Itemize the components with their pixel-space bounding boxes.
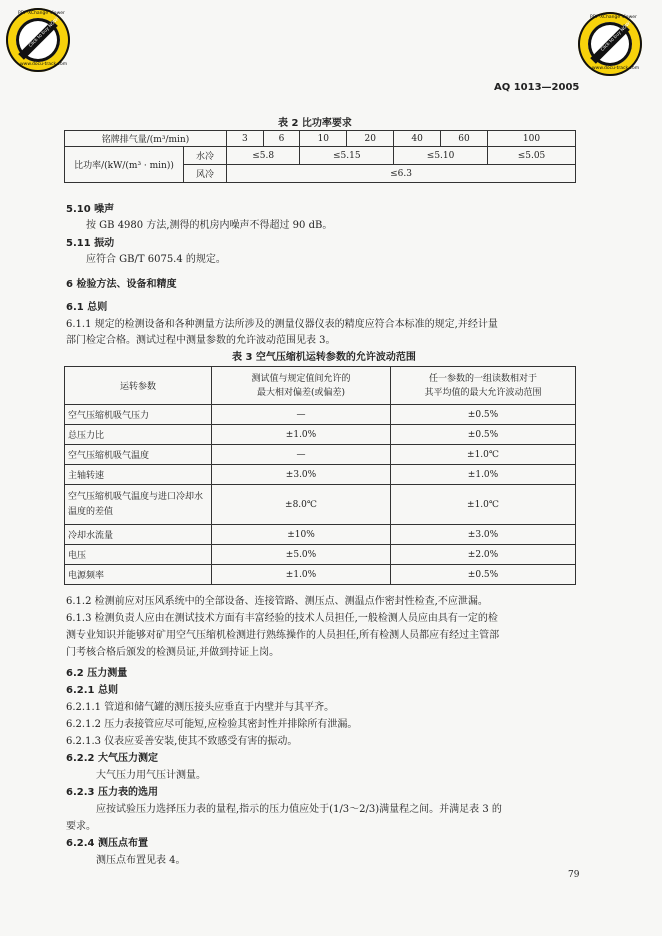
fluct: ±0.5%	[391, 425, 576, 445]
s62-heading	[66, 664, 127, 679]
fluct: ±2.0%	[391, 545, 576, 565]
table-row	[65, 425, 576, 445]
s62-num: 6.2	[66, 668, 84, 679]
s612-num: 6.1.2	[66, 596, 92, 607]
param-line2: 温度的差值	[68, 506, 114, 517]
s624-heading	[66, 834, 148, 849]
s624-text: 测压点布置见表 4。	[96, 855, 186, 866]
dev: ±1.0%	[212, 425, 391, 445]
badge-bottom-text: www.docu-track.com	[20, 62, 68, 67]
s624-num: 6.2.4	[66, 838, 95, 849]
s623-title: 压力表的选用	[97, 787, 158, 798]
s624-title: 测压点布置	[97, 838, 148, 849]
param: 空气压缩机吸气温度	[65, 445, 212, 465]
s6-num: 6	[66, 279, 73, 290]
s511-heading	[66, 234, 114, 249]
s612-text: 检测前应对压风系统中的全部设备、连接管路、测压点、测温点作密封性检查,不应泄漏。	[94, 596, 488, 607]
water-cooled-label: 水冷	[184, 147, 227, 165]
s612	[66, 592, 488, 607]
s621-title: 总则	[97, 685, 118, 696]
s613-text1: 检测负责人应由在测试技术方面有丰富经验的技术人员担任,一般检测人员应由具有一定的检	[94, 613, 498, 624]
s510-title: 噪声	[94, 204, 115, 215]
s622-text: 大气压力用气压计测量。	[96, 770, 206, 781]
s6213	[66, 732, 297, 747]
fluct: ±0.5%	[391, 565, 576, 585]
badge-side-text: Click to buy NOW!	[28, 16, 61, 49]
dev: ±5.0%	[212, 545, 391, 565]
dev: ±10%	[212, 525, 391, 545]
table2-power-label: 比功率/(kW/(m³ · min))	[65, 147, 184, 183]
table2-cap-label: 铭牌排气量/(m³/min)	[65, 131, 227, 147]
size-60: 60	[441, 131, 488, 147]
air-cooled-label: 风冷	[184, 165, 227, 183]
s510-heading	[66, 200, 114, 215]
table2	[64, 130, 576, 183]
dev: —	[212, 445, 391, 465]
table3-h1: 运转参数	[65, 367, 212, 405]
s611-text1: 规定的检测设备和各种测量方法所涉及的测量仪器仪表的精度应符合本标准的规定,并经计量	[94, 319, 498, 330]
table-row	[65, 525, 576, 545]
size-6: 6	[263, 131, 300, 147]
s6211-text: 管道和储气罐的测压接头应垂直于内壁并与其平齐。	[104, 702, 335, 713]
s61-heading	[66, 298, 107, 313]
dev: —	[212, 405, 391, 425]
table-row	[65, 405, 576, 425]
table-row	[65, 545, 576, 565]
s621-num: 6.2.1	[66, 685, 95, 696]
pdf-xchange-badge-right[interactable]	[578, 12, 642, 76]
table-row	[65, 445, 576, 465]
table3-h2	[212, 367, 391, 405]
s621-heading	[66, 681, 118, 696]
dev: ±1.0%	[212, 565, 391, 585]
fluct: ±1.0%	[391, 465, 576, 485]
water-val-4: ≤5.05	[487, 147, 575, 165]
s613-line2: 测专业知识并能够对矿用空气压缩机检测进行熟练操作的人员担任,所有检测人员都应有经过主管部	[66, 630, 500, 641]
s623-heading	[66, 783, 158, 798]
badge-top-text: PDF-XChange Viewer	[18, 11, 65, 16]
fluct: ±1.0℃	[391, 445, 576, 465]
table3-h3b: 其平均值的最大允许波动范围	[424, 387, 542, 398]
s622-title: 大气压力测定	[97, 753, 158, 764]
s613-line1	[66, 609, 498, 624]
s6-title: 检验方法、设备和精度	[76, 279, 177, 290]
table3-h3	[391, 367, 576, 405]
s611-line1	[66, 315, 498, 330]
page-number: 79	[568, 870, 580, 880]
table2-caption: 表 2 比功率要求	[278, 118, 352, 129]
table3-h2b: 最大相对偏差(或偏差)	[256, 387, 346, 398]
table3	[64, 366, 576, 585]
water-val-2: ≤5.15	[300, 147, 394, 165]
s622-heading	[66, 749, 158, 764]
s511-num: 5.11	[66, 238, 91, 249]
s6212	[66, 715, 357, 730]
air-val: ≤6.3	[227, 165, 576, 183]
param: 主轴转速	[65, 465, 212, 485]
s611-line2: 部门检定合格。测试过程中测量参数的允许波动范围见表 3。	[66, 335, 336, 346]
param-line1: 空气压缩机吸气温度与进口冷却水	[68, 491, 204, 502]
badge-bottom-text: www.docu-track.com	[592, 66, 640, 71]
size-3: 3	[227, 131, 264, 147]
s611-num: 6.1.1	[66, 319, 92, 330]
table-row	[65, 485, 576, 525]
s6212-num: 6.2.1.2	[66, 719, 101, 730]
s511-title: 振动	[94, 238, 115, 249]
badge-side-text: Click to buy NOW!	[600, 20, 633, 53]
standard-code: AQ 1013—2005	[494, 82, 580, 93]
s6212-text: 压力表接管应尽可能短,应检验其密封性并排除所有泄漏。	[104, 719, 358, 730]
s6211	[66, 698, 334, 713]
s510-text: 按 GB 4980 方法,测得的机房内噪声不得超过 90 dB。	[86, 220, 333, 231]
s511-text: 应符合 GB/T 6075.4 的规定。	[86, 254, 226, 265]
s623-num: 6.2.3	[66, 787, 95, 798]
table3-h3a: 任一参数的一组读数相对于	[428, 373, 537, 384]
s61-num: 6.1	[66, 302, 84, 313]
s613-line3: 门考核合格后颁发的检测员证,并做到持证上岗。	[66, 647, 280, 658]
size-10: 10	[300, 131, 347, 147]
dev: ±8.0℃	[212, 485, 391, 525]
fluct: ±0.5%	[391, 405, 576, 425]
param: 总压力比	[65, 425, 212, 445]
param: 空气压缩机吸气压力	[65, 405, 212, 425]
s61-title: 总则	[87, 302, 108, 313]
s622-num: 6.2.2	[66, 753, 95, 764]
s6213-num: 6.2.1.3	[66, 736, 101, 747]
param: 冷却水流量	[65, 525, 212, 545]
size-20: 20	[347, 131, 394, 147]
table3-caption: 表 3 空气压缩机运转参数的允许波动范围	[232, 352, 416, 363]
param: 电源频率	[65, 565, 212, 585]
pdf-xchange-badge-left[interactable]	[6, 8, 70, 72]
badge-top-text: PDF-XChange Viewer	[590, 15, 637, 20]
dev: ±3.0%	[212, 465, 391, 485]
size-40: 40	[394, 131, 441, 147]
s6211-num: 6.2.1.1	[66, 702, 101, 713]
size-100: 100	[487, 131, 575, 147]
table3-h2a: 测试值与规定值间允许的	[251, 373, 351, 384]
water-val-1: ≤5.8	[227, 147, 300, 165]
s6213-text: 仪表应妥善安装,使其不致感受有害的振动。	[104, 736, 298, 747]
water-val-3: ≤5.10	[394, 147, 488, 165]
table-row	[65, 565, 576, 585]
s623-line2: 要求。	[66, 821, 96, 832]
s6-heading	[66, 275, 176, 290]
s510-num: 5.10	[66, 204, 91, 215]
s613-num: 6.1.3	[66, 613, 92, 624]
param	[65, 485, 212, 525]
fluct: ±1.0℃	[391, 485, 576, 525]
s62-title: 压力测量	[87, 668, 128, 679]
s623-line1: 应按试验压力选择压力表的量程,指示的压力值应处于(1/3～2/3)满量程之间。并满足表 3 的	[96, 804, 502, 815]
fluct: ±3.0%	[391, 525, 576, 545]
table-row	[65, 465, 576, 485]
param: 电压	[65, 545, 212, 565]
